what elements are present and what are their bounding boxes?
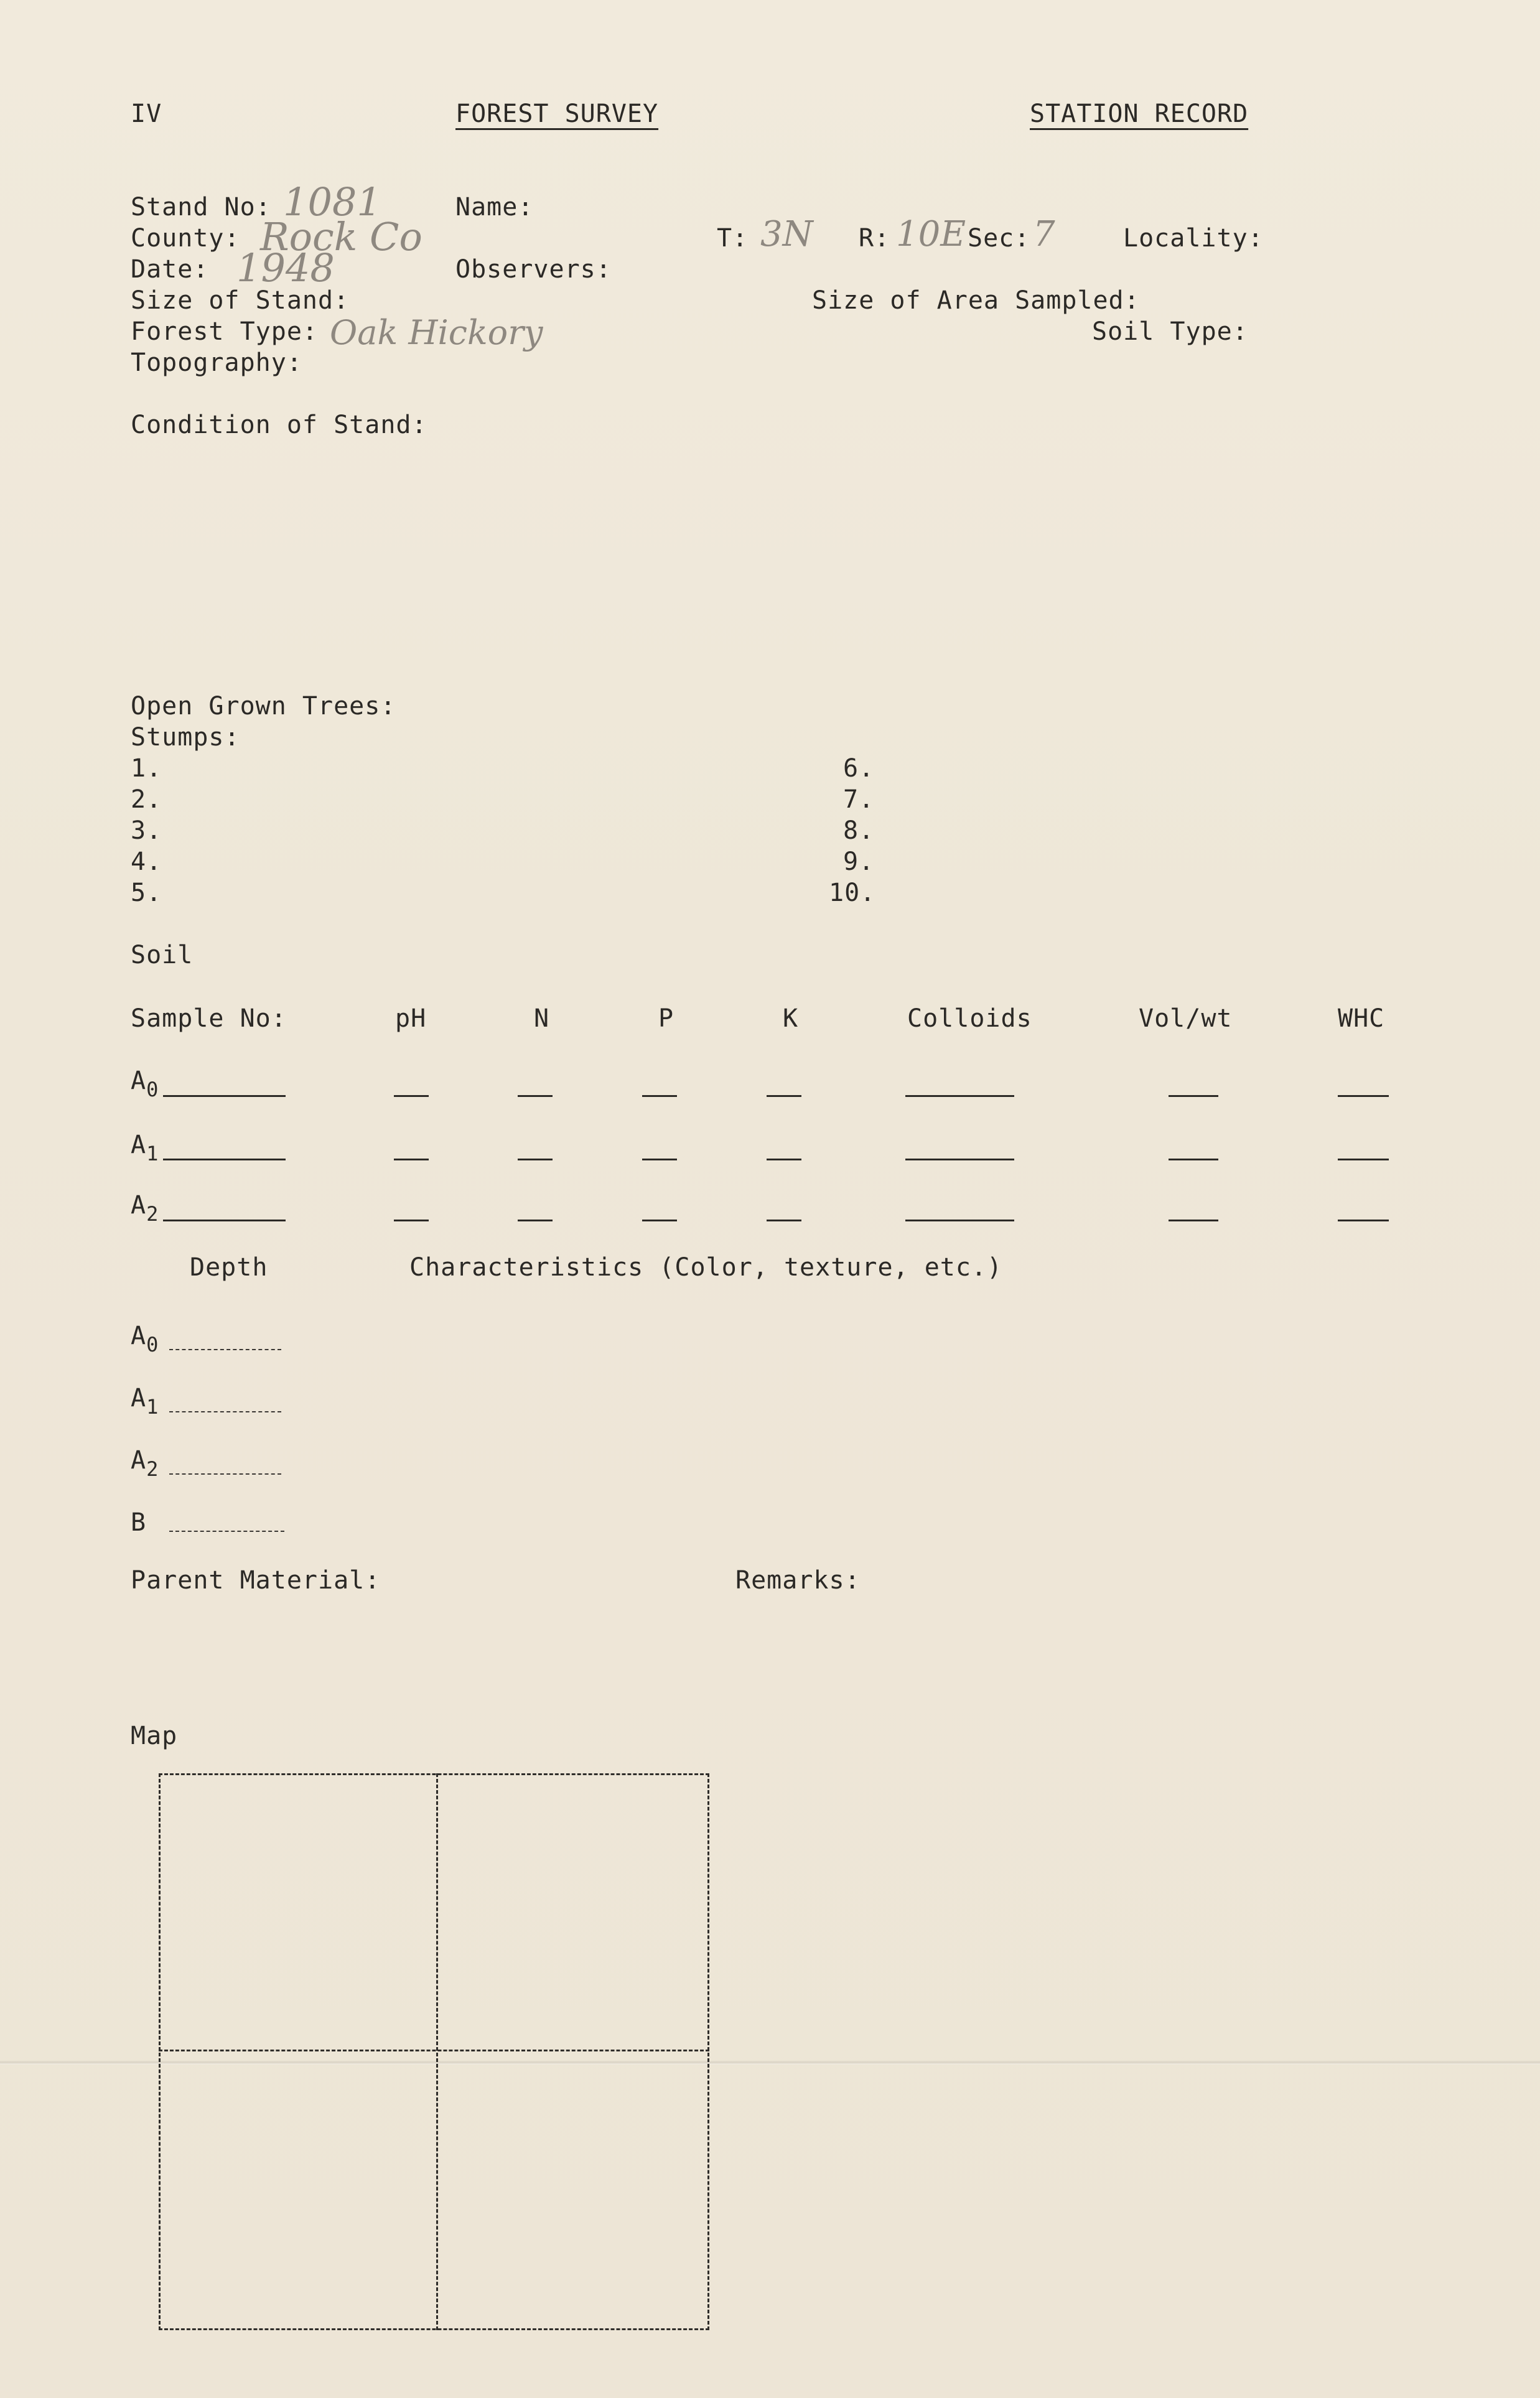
township-value[interactable]: 3N — [760, 214, 813, 254]
map-divider-vertical — [436, 1773, 438, 2330]
vol-wt-blank[interactable] — [1169, 1095, 1218, 1097]
forest-type-label: Forest Type: — [131, 317, 318, 346]
n-blank[interactable] — [518, 1220, 553, 1221]
colloids-blank[interactable] — [905, 1095, 1014, 1097]
stump-item: 3. — [131, 816, 162, 845]
stump-item: 1. — [131, 754, 162, 783]
n-blank[interactable] — [518, 1095, 553, 1097]
stump-item: 4. — [131, 847, 162, 876]
p-blank[interactable] — [642, 1220, 677, 1221]
stand-no-label: Stand No: — [131, 193, 271, 222]
soil-column-header: K — [783, 1004, 799, 1033]
sample-no-blank[interactable] — [163, 1159, 286, 1160]
soil-column-header: WHC — [1338, 1004, 1385, 1033]
date-label: Date: — [131, 255, 209, 284]
county-label: County: — [131, 224, 240, 253]
date-value[interactable]: 1948 — [236, 245, 335, 291]
section-value[interactable]: 7 — [1033, 214, 1055, 254]
sample-row-label: $A_0$ — [131, 1066, 159, 1101]
soil-heading: Soil — [131, 941, 194, 969]
stump-item: 10. — [829, 879, 876, 907]
map-border-left — [159, 1773, 161, 2330]
map-border-bottom — [159, 2328, 709, 2330]
name-label: Name: — [455, 193, 534, 222]
map-border-right — [707, 1773, 709, 2330]
colloids-blank[interactable] — [905, 1159, 1014, 1160]
open-grown-trees-label: Open Grown Trees: — [131, 692, 396, 721]
vol-wt-blank[interactable] — [1169, 1220, 1218, 1221]
whc-blank[interactable] — [1338, 1095, 1389, 1097]
map-label: Map — [131, 1722, 178, 1750]
soil-column-header: Vol/wt — [1139, 1004, 1233, 1033]
sample-row-label: $A_2$ — [131, 1191, 159, 1226]
p-blank[interactable] — [642, 1159, 677, 1160]
k-blank[interactable] — [767, 1220, 801, 1221]
soil-column-header: Colloids — [907, 1004, 1032, 1033]
map-grid[interactable] — [159, 1773, 709, 2330]
parent-material-label: Parent Material: — [131, 1566, 381, 1595]
record-type: STATION RECORD — [1030, 100, 1249, 128]
stumps-label: Stumps: — [131, 723, 240, 752]
topography-label: Topography: — [131, 348, 302, 377]
size-of-area-label: Size of Area Sampled: — [812, 286, 1140, 315]
characteristics-heading: Characteristics (Color, texture, etc.) — [409, 1253, 1003, 1282]
range-label: R: — [859, 224, 890, 253]
k-blank[interactable] — [767, 1159, 801, 1160]
depth-blank[interactable] — [169, 1473, 281, 1475]
vol-wt-blank[interactable] — [1169, 1159, 1218, 1160]
depth-row-label: $A_2$ — [131, 1446, 159, 1481]
condition-label: Condition of Stand: — [131, 411, 427, 439]
map-border-top — [159, 1773, 709, 1775]
n-blank[interactable] — [518, 1159, 553, 1160]
stump-item: 2. — [131, 785, 162, 814]
stump-item: 6. — [843, 754, 875, 783]
stump-item: 5. — [131, 879, 162, 907]
whc-blank[interactable] — [1338, 1159, 1389, 1160]
sample-no-blank[interactable] — [163, 1220, 286, 1221]
stump-item: 9. — [843, 847, 875, 876]
soil-column-header: P — [658, 1004, 674, 1033]
depth-blank[interactable] — [169, 1349, 281, 1350]
stump-item: 8. — [843, 816, 875, 845]
k-blank[interactable] — [767, 1095, 801, 1097]
soil-type-label: Soil Type: — [1092, 317, 1248, 346]
whc-blank[interactable] — [1338, 1220, 1389, 1221]
locality-label: Locality: — [1123, 224, 1264, 253]
depth-row-label: $A_1$ — [131, 1384, 159, 1419]
depth-blank[interactable] — [169, 1411, 281, 1412]
forest-type-value[interactable]: Oak Hickory — [330, 313, 543, 352]
ph-blank[interactable] — [394, 1220, 429, 1221]
sample-no-blank[interactable] — [163, 1095, 286, 1097]
observers-label: Observers: — [455, 255, 612, 284]
p-blank[interactable] — [642, 1095, 677, 1097]
section-number: IV — [131, 100, 162, 128]
remarks-label: Remarks: — [735, 1566, 861, 1595]
range-value[interactable]: 10E — [896, 214, 966, 254]
stand-no-value[interactable]: 1081 — [283, 179, 381, 225]
sample-row-label: $A_1$ — [131, 1131, 159, 1165]
depth-row-label: $A_0$ — [131, 1322, 159, 1356]
soil-column-header: pH — [395, 1004, 427, 1033]
depth-blank[interactable] — [169, 1531, 284, 1532]
soil-column-header: N — [534, 1004, 550, 1033]
depth-row-label: B — [131, 1508, 147, 1537]
size-of-stand-label: Size of Stand: — [131, 286, 350, 315]
soil-column-header: Sample No: — [131, 1004, 287, 1033]
county-value[interactable]: Rock Co — [260, 214, 422, 259]
colloids-blank[interactable] — [905, 1220, 1014, 1221]
depth-heading: Depth — [190, 1253, 268, 1282]
map-divider-horizontal — [159, 2050, 709, 2051]
form-title: FOREST SURVEY — [455, 100, 659, 128]
ph-blank[interactable] — [394, 1159, 429, 1160]
ph-blank[interactable] — [394, 1095, 429, 1097]
stump-item: 7. — [843, 785, 875, 814]
section-label: Sec: — [968, 224, 1030, 253]
township-label: T: — [717, 224, 749, 253]
